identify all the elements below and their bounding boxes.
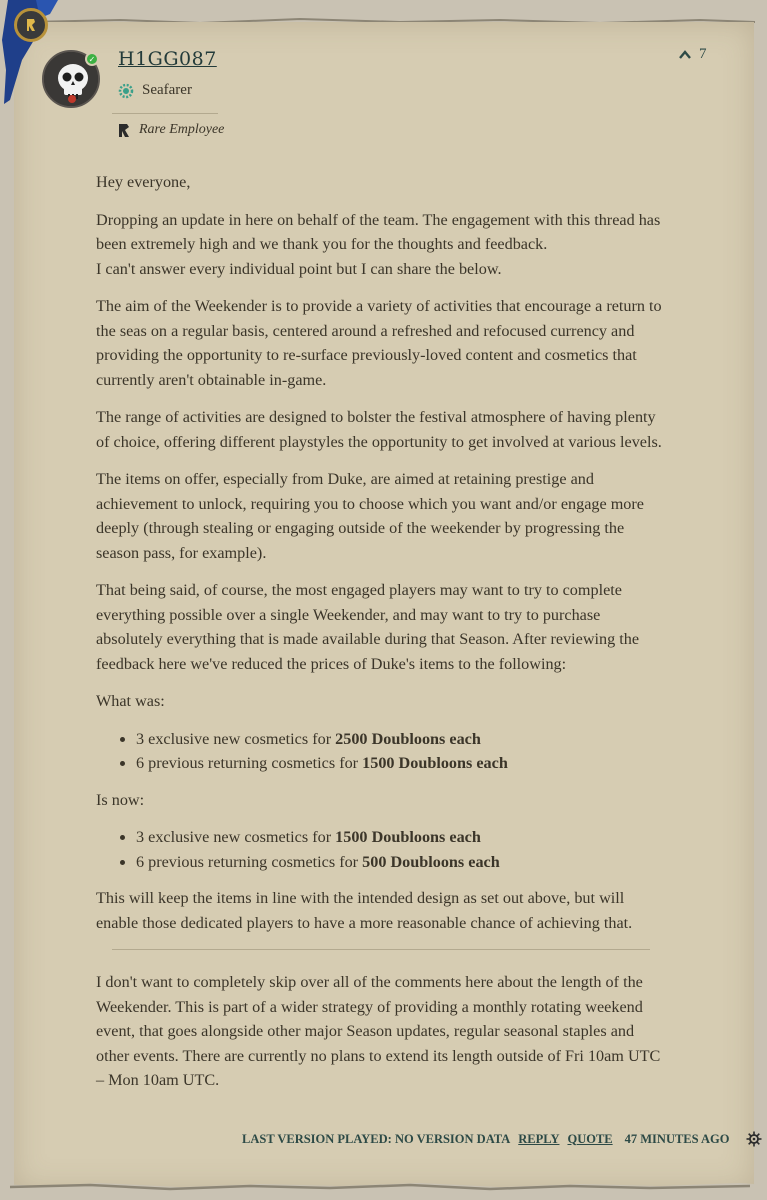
vote-count-value: 7 [699, 46, 707, 62]
list-item-text: 6 previous returning cosmetics for [136, 754, 363, 772]
employee-tag [118, 122, 224, 138]
list-item [136, 850, 666, 875]
paragraph: Hey everyone, [96, 173, 191, 191]
paragraph: The items on offer, especially from Duke, are aimed at retaining prestige and achievement to unlock, requiring you to choose which you want and/or engage more deeply (through stealing or engaging outside of the weekender by progressing the season pass, for example). [96, 470, 644, 562]
paragraph: I don't want to completely skip over all of the comments here about the length of the Weekender. This is part of a wider strategy of providing a monthly rotating weekend event, that goes alongside other major Season updates, regular seasonal staples and other events. There are currently no plans to extend its length outside of Fri 10am UTC – Mon 10am UTC. [96, 973, 661, 1089]
rare-logo-icon [118, 123, 131, 138]
rank-label: Seafarer [142, 82, 192, 98]
reply-link[interactable]: REPLY [518, 1131, 560, 1146]
list-item-text: 3 exclusive new cosmetics for [136, 828, 336, 846]
paragraph-line: I can't answer every individual point but I can share the below. [96, 259, 502, 278]
paragraph: The aim of the Weekender is to provide a variety of activities that encourage a return to the seas on a regular basis, centered around a refreshed and refocused currency and providing the opportunity to re-surface previously-loved content and cosmetics that currently aren't obtainable in-game. [96, 297, 662, 389]
upvote-icon[interactable] [679, 50, 691, 60]
list-item [136, 727, 666, 752]
author-username[interactable]: H1GG087 [118, 48, 217, 70]
online-status-icon: ✓ [85, 52, 99, 66]
ship-wheel-icon[interactable] [746, 1131, 762, 1147]
list-item [136, 751, 666, 776]
post-timestamp: 47 MINUTES AGO [624, 1131, 730, 1146]
author-rank [118, 82, 192, 99]
post-footer [242, 1131, 762, 1147]
new-prices-list [96, 825, 666, 874]
price-bold: 1500 Doubloons each [335, 828, 481, 846]
price-bold: 500 Doubloons each [362, 852, 500, 871]
torn-edge-bottom [0, 1178, 767, 1200]
old-prices-list [96, 727, 666, 776]
list-item-text: 3 exclusive new cosmetics for [136, 729, 336, 748]
list-item-text: 6 previous returning cosmetics for [136, 852, 363, 871]
employee-label: Rare Employee [139, 122, 225, 137]
author-divider [112, 113, 218, 114]
price-bold: 1500 Doubloons each [362, 754, 508, 772]
rank-badge-icon [14, 8, 48, 42]
last-version-played: LAST VERSION PLAYED: NO VERSION DATA [242, 1131, 511, 1146]
price-bold: 2500 Doubloons each [335, 729, 481, 748]
vote-count[interactable] [679, 46, 707, 63]
quote-link[interactable]: QUOTE [567, 1131, 613, 1146]
paragraph-line: Dropping an update in here on behalf of the team. The engagement with this thread has been extremely high and we thank you for the thoughts and feedback. [96, 210, 661, 253]
paragraph [96, 208, 666, 282]
is-now-heading: Is now: [96, 790, 145, 809]
paragraph: This will keep the items in line with the intended design as set out above, but will enable those dedicated players to have a more reasonable chance of achieving that. [96, 889, 633, 932]
list-item [136, 825, 666, 850]
paragraph: That being said, of course, the most engaged players may want to try to complete everything possible over a single Weekender, and may want to try to purchase absolutely everything that is made available during that Season. After reviewing the feedback here we've reduced the prices of Duke's items to the following: [96, 581, 640, 673]
what-was-heading: What was: [96, 692, 165, 710]
paragraph: The range of activities are designed to bolster the festival atmosphere of having plenty of choice, offering different playstyles the opportunity to get involved at various levels. [96, 408, 662, 451]
post-body [96, 170, 666, 1106]
content-divider [112, 949, 650, 950]
seafarer-rank-icon [118, 83, 134, 99]
